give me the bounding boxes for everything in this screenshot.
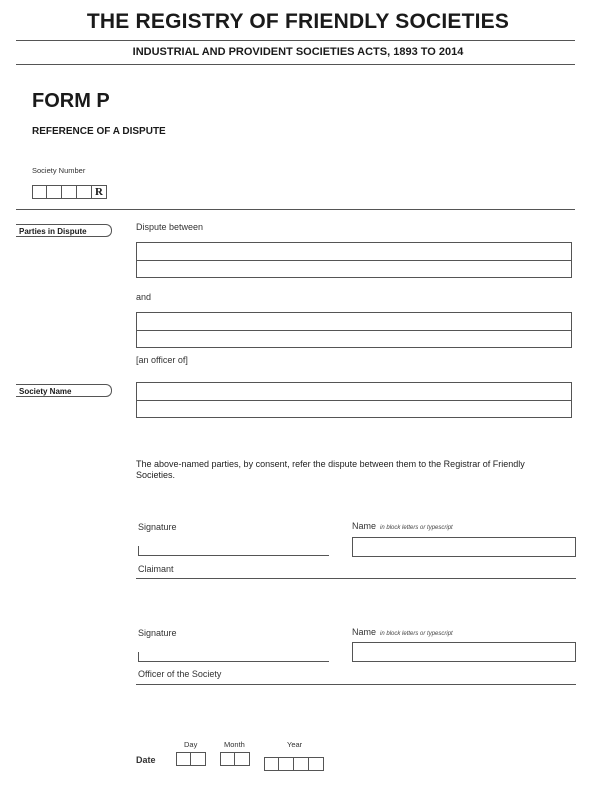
form-title: FORM P xyxy=(32,90,110,112)
officer-name-note: in block letters or typescript xyxy=(380,631,453,637)
claimant-signature-field[interactable] xyxy=(138,546,329,556)
section-divider xyxy=(16,209,575,210)
dispute-between-label: Dispute between xyxy=(136,222,204,232)
date-year-field[interactable] xyxy=(264,757,324,771)
claimant-name-label xyxy=(352,521,453,531)
claimant-role-label: Claimant xyxy=(138,564,174,574)
form-subtitle: REFERENCE OF A DISPUTE xyxy=(32,126,166,137)
date-year-digit[interactable] xyxy=(264,757,279,771)
date-label: Date xyxy=(136,755,156,765)
header-rule-top xyxy=(16,40,575,41)
date-year-digit[interactable] xyxy=(294,757,309,771)
officer-divider xyxy=(136,684,576,685)
day-label: Day xyxy=(184,740,198,749)
claimant-signature-label: Signature xyxy=(138,522,177,532)
officer-name-field[interactable] xyxy=(352,642,576,662)
society-number-digit[interactable] xyxy=(77,185,92,199)
party-two-line-2[interactable] xyxy=(136,330,572,348)
society-name-line-1[interactable] xyxy=(136,382,572,401)
date-month-digit[interactable] xyxy=(220,752,235,766)
month-label: Month xyxy=(224,740,245,749)
officer-signature-field[interactable] xyxy=(138,652,329,662)
year-label: Year xyxy=(287,740,303,749)
officer-name-label xyxy=(352,627,453,637)
claimant-name-note: in block letters or typescript xyxy=(380,525,453,531)
society-name-line-2[interactable] xyxy=(136,400,572,418)
consent-statement: The above-named parties, by consent, refer the dispute between them to the Registrar of Friendly Societies. xyxy=(136,459,525,480)
date-day-field[interactable] xyxy=(176,752,206,766)
society-number-digit[interactable] xyxy=(47,185,62,199)
claimant-name-label-text: Name xyxy=(352,521,377,531)
claimant-divider xyxy=(136,578,576,579)
date-month-digit[interactable] xyxy=(235,752,250,766)
parties-in-dispute-tab: Parties in Dispute xyxy=(16,224,112,237)
society-number-digit[interactable] xyxy=(32,185,47,199)
header-rule-bottom xyxy=(16,64,575,65)
society-number-field[interactable] xyxy=(32,185,107,199)
officer-name-label-text: Name xyxy=(352,627,377,637)
date-day-digit[interactable] xyxy=(176,752,191,766)
officer-role-label: Officer of the Society xyxy=(138,669,222,679)
party-one-line-2[interactable] xyxy=(136,260,572,278)
party-one-line-1[interactable] xyxy=(136,242,572,261)
claimant-name-field[interactable] xyxy=(352,537,576,557)
society-number-digit[interactable] xyxy=(62,185,77,199)
date-month-field[interactable] xyxy=(220,752,250,766)
society-name-tab: Society Name xyxy=(16,384,112,397)
officer-signature-label: Signature xyxy=(138,628,177,638)
acts-subtitle: INDUSTRIAL AND PROVIDENT SOCIETIES ACTS, 1893 TO 2014 xyxy=(132,46,464,58)
registry-title: THE REGISTRY OF FRIENDLY SOCIETIES xyxy=(86,10,510,33)
date-year-digit[interactable] xyxy=(279,757,294,771)
and-label: and xyxy=(136,292,152,302)
date-year-digit[interactable] xyxy=(309,757,324,771)
party-two-line-1[interactable] xyxy=(136,312,572,331)
date-day-digit[interactable] xyxy=(191,752,206,766)
officer-of-label: [an officer of] xyxy=(136,355,188,365)
society-number-label: Society Number xyxy=(32,166,86,175)
society-number-suffix: R xyxy=(92,185,107,199)
